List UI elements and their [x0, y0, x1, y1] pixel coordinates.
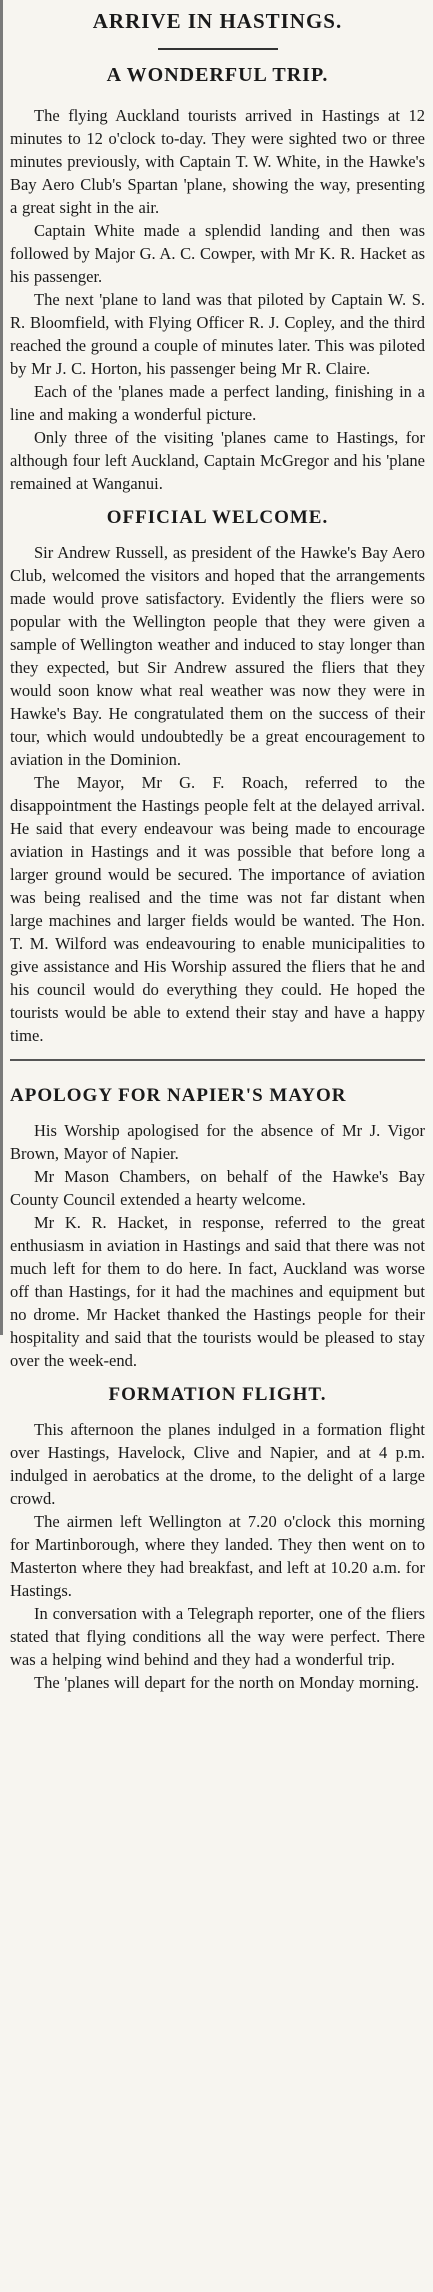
paragraph: Each of the 'planes made a perfect landing, finishing in a line and making a wonderful picture. [10, 382, 425, 424]
paragraph: His Worship apologised for the absence of Mr J. Vigor Brown, Mayor of Napier. [10, 1121, 425, 1163]
paragraph: Mr Mason Chambers, on behalf of the Hawke's Bay County Council extended a hearty welcome. [10, 1167, 425, 1209]
section-divider [10, 1059, 425, 1061]
section-formation-flight [10, 1418, 425, 1694]
paragraph: The next 'plane to land was that piloted by Captain W. S. R. Bloomfield, with Flying Officer R. J. Copley, and the third reached the ground a couple of minutes later. This was piloted by Mr J. C. Horton, his passenger being Mr R. Claire. [10, 290, 425, 378]
paragraph: The flying Auckland tourists arrived in Hastings at 12 minutes to 12 o'clock to-day. They were sighted two or three minutes previously, with Captain T. W. White, in the Hawke's Bay Aero Club's Spartan 'plane, showing the way, presenting a great sight in the air. [10, 106, 425, 217]
section-heading-formation-flight: FORMATION FLIGHT. [108, 1384, 327, 1405]
headline: ARRIVE IN HASTINGS. [92, 9, 343, 33]
paragraph: The Mayor, Mr G. F. Roach, referred to the disappointment the Hastings people felt at the delayed arrival. He said that every endeavour was being made to encourage aviation in Hastings and it was possible that before long a larger ground would be secured. The importance of aviation was being realised and the time was not far distant when large machines and larger fields would be wanted. The Hon. T. M. Wilford was endeavouring to enable municipalities to give assistance and His Worship assured the fliers that he and his council would do everything they could. He hoped the tourists would be able to extend their stay and have a happy time. [10, 773, 425, 1045]
paragraph: Captain White made a splendid landing and then was followed by Major G. A. C. Cowper, with Mr K. R. Hacket as his passenger. [10, 221, 425, 286]
section-arrival [10, 104, 425, 495]
paragraph: The airmen left Wellington at 7.20 o'clock this morning for Martinborough, where they landed. They then went on to Masterton where they had breakfast, and left at 10.20 a.m. for Hastings. [10, 1512, 425, 1600]
column-rule [0, 0, 3, 1335]
paragraph: In conversation with a Telegraph reporter, one of the fliers stated that flying conditions all the way were perfect. There was a helping wind behind and they had a wonderful trip. [10, 1604, 425, 1669]
section-heading-apology: APOLOGY FOR NAPIER'S MAYOR [10, 1085, 347, 1106]
paragraph: This afternoon the planes indulged in a formation flight over Hastings, Havelock, Clive and Napier, and at 4 p.m. indulged in aerobatics at the drome, to the delight of a large crowd. [10, 1420, 425, 1508]
section-heading-official-welcome: OFFICIAL WELCOME. [106, 507, 329, 528]
section-apology [10, 1119, 425, 1372]
paragraph: Only three of the visiting 'planes came to Hastings, for although four left Auckland, Captain McGregor and his 'plane remained at Wanganui. [10, 428, 425, 493]
subheadline: A WONDERFUL TRIP. [106, 64, 329, 86]
article [10, 8, 425, 1694]
section-official-welcome [10, 541, 425, 1047]
paragraph: The 'planes will depart for the north on Monday morning. [34, 1673, 420, 1692]
headline-divider [158, 48, 278, 50]
paragraph: Sir Andrew Russell, as president of the Hawke's Bay Aero Club, welcomed the visitors and hoped that the arrangements made would prove satisfactory. Evidently the fliers were so popular with the Wellington people that they were given a sample of Wellington weather and induced to stay longer than they expected, but Sir Andrew assured the fliers that they would soon know what real weather was now they were in Hawke's Bay. He congratulated them on the success of their tour, which would undoubtedly be a great encouragement to aviation in the Dominion. [10, 543, 425, 769]
paragraph: Mr K. R. Hacket, in response, referred to the great enthusiasm in aviation in Hastings and said that there was not much left for them to do here. In fact, Auckland was worse off than Hastings, for it had the machines and equipment but no drome. Mr Hacket thanked the Hastings people for their hospitality and said that the tourists would be pleased to stay over the week-end. [10, 1213, 425, 1370]
